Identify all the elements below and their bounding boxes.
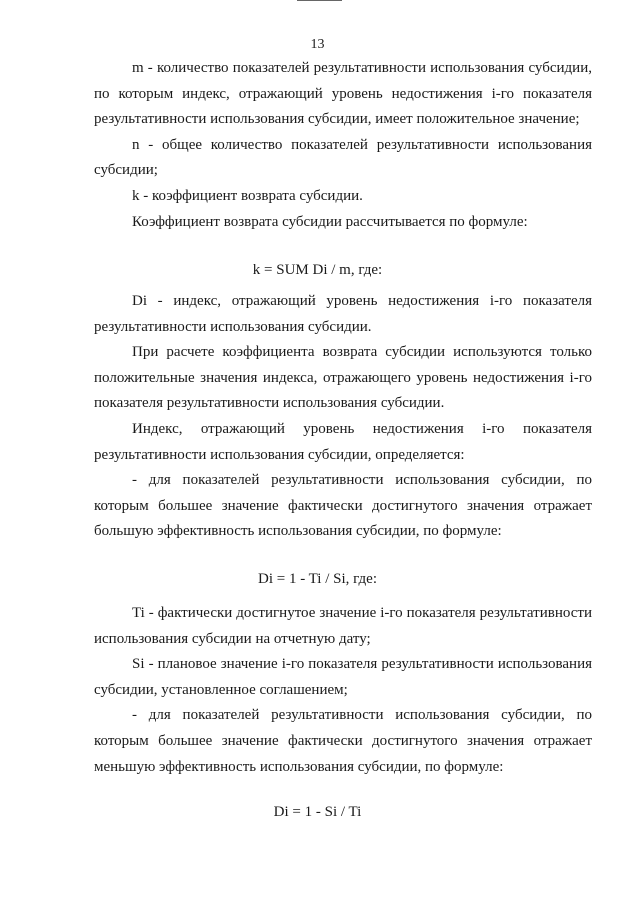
paragraph-text: n - общее количество показателей результативности использования субсидии; [94,136,592,179]
formula-di-1: Di = 1 - Ti / Si, где: [257,571,378,587]
paragraph-text: Di - индекс, отражающий уровень недостижения i-го показателя результативности использования субсидии. [94,293,592,335]
page-number: 13 [310,37,325,52]
paragraph-n-definition [94,133,592,184]
text-block-3 [94,601,592,780]
paragraph-text: - для показателей результативности использования субсидии, по которым большее значение фактически достигнутого значения отражает меньшую эффективность использования субсидии, по формуле: [94,707,592,775]
paragraph-text: Индекс, отражающий уровень недостижения i-го показателя результативности использования субсидии, определяется: [94,420,592,463]
paragraph-greater-worse [94,703,592,780]
paragraph-text: k - коэффициент возврата субсидии. [132,187,363,204]
paragraph-m-definition [94,56,592,133]
text-block-2 [94,289,592,545]
paragraph-si-definition [94,652,592,703]
paragraph-index-determined [94,417,592,468]
paragraph-text: Ti - фактически достигнутое значение i-го показателя результативности использования субсидии на отчетную дату; [94,605,592,647]
text-block-1 [94,56,592,235]
paragraph-text: Si - плановое значение i-го показателя результативности использования субсидии, установленное соглашением; [94,656,592,698]
top-edge-line [297,0,342,1]
paragraph-k-definition [94,184,592,210]
paragraph-text: При расчете коэффициента возврата субсидии используются только положительные значения индекса, отражающего уровень недостижения i-го показателя результативности использования субсидии. [94,344,592,412]
paragraph-ti-definition [94,601,592,652]
paragraph-text: Коэффициент возврата субсидии рассчитывается по формуле: [132,213,528,230]
formula-k: k = SUM Di / m, где: [252,262,383,278]
paragraph-formula-intro [94,210,592,236]
paragraph-text: - для показателей результативности использования субсидии, по которым большее значение фактически достигнутого значения отражает большую эффективность использования субсидии, по формуле: [94,472,592,540]
paragraph-greater-better [94,468,592,545]
paragraph-positive-values [94,340,592,417]
formula-di-2: Di = 1 - Si / Ti [273,804,362,820]
paragraph-di-definition [94,289,592,340]
paragraph-text: m - количество показателей результативности использования субсидии, по которым индекс, отражающий уровень недостижения i-го показателя результативности использования субсидии, имеет положительное значение; [94,60,592,128]
